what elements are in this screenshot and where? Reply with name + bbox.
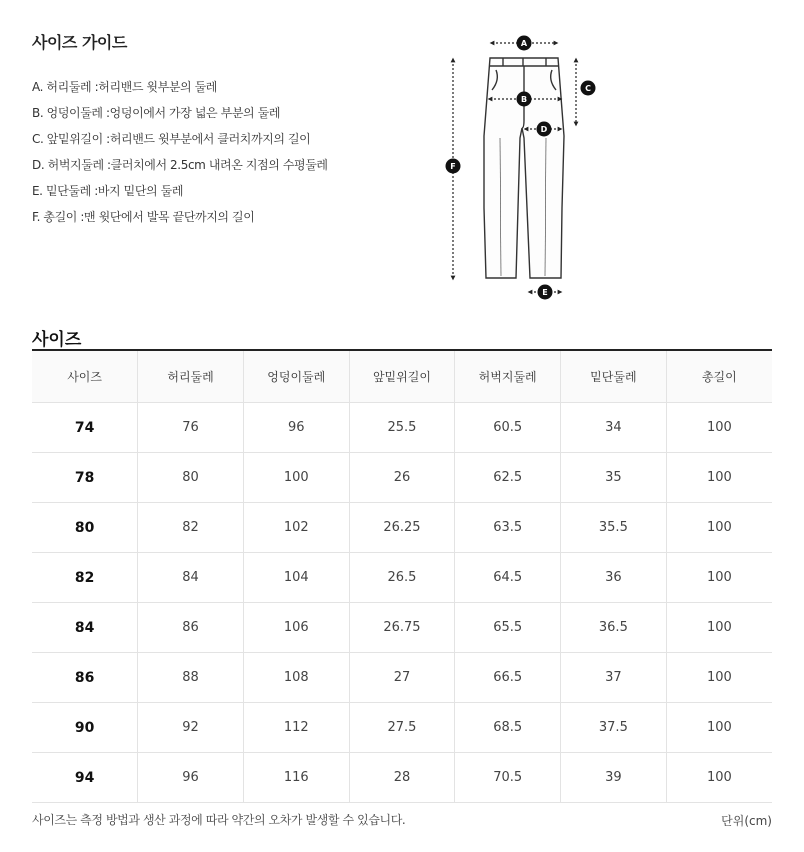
badge-f xyxy=(446,159,461,174)
guide-item-hem: E. 밑단둘레 :바지 밑단의 둘레 xyxy=(32,184,184,198)
unit-label: 단위(cm) xyxy=(721,814,772,828)
total-length-cell: 100 xyxy=(666,653,772,703)
thigh-cell: 68.5 xyxy=(455,703,561,753)
table-row xyxy=(32,403,772,453)
header-waist: 허리둘레 xyxy=(138,350,244,403)
hem-cell: 34 xyxy=(561,403,667,453)
waist-cell: 92 xyxy=(138,703,244,753)
measurement-disclaimer: 사이즈는 측정 방법과 생산 과정에 따라 약간의 오차가 발생할 수 있습니다. xyxy=(32,813,406,827)
measurement-guide-list xyxy=(32,74,328,230)
guide-item-front-rise: C. 앞밑위길이 :허리밴드 윗부분에서 클러치까지의 길이 xyxy=(32,132,311,146)
hem-cell: 36.5 xyxy=(561,603,667,653)
front-rise-cell: 27.5 xyxy=(349,703,455,753)
hem-cell: 36 xyxy=(561,553,667,603)
size-cell: 80 xyxy=(32,503,138,553)
thigh-cell: 70.5 xyxy=(455,753,561,803)
hip-cell: 116 xyxy=(243,753,349,803)
badge-e xyxy=(538,285,553,300)
total-length-cell: 100 xyxy=(666,453,772,503)
table-header-row xyxy=(32,350,772,403)
pants-outline xyxy=(484,58,564,278)
hip-cell: 112 xyxy=(243,703,349,753)
total-length-cell: 100 xyxy=(666,603,772,653)
front-rise-cell: 26 xyxy=(349,453,455,503)
size-cell: 84 xyxy=(32,603,138,653)
thigh-cell: 66.5 xyxy=(455,653,561,703)
waist-cell: 82 xyxy=(138,503,244,553)
front-rise-cell: 26.25 xyxy=(349,503,455,553)
svg-text:F: F xyxy=(450,162,456,171)
badge-a xyxy=(517,36,532,51)
size-cell: 86 xyxy=(32,653,138,703)
guide-item-waist: A. 허리둘레 :허리밴드 윗부분의 둘레 xyxy=(32,80,218,94)
hip-cell: 102 xyxy=(243,503,349,553)
size-table xyxy=(32,349,772,803)
waist-cell: 80 xyxy=(138,453,244,503)
front-rise-cell: 28 xyxy=(349,753,455,803)
guide-item-hip: B. 엉덩이둘레 :엉덩이에서 가장 넓은 부분의 둘레 xyxy=(32,106,281,120)
header-hem: 밑단둘레 xyxy=(561,350,667,403)
thigh-cell: 60.5 xyxy=(455,403,561,453)
hem-cell: 39 xyxy=(561,753,667,803)
total-length-cell: 100 xyxy=(666,753,772,803)
table-row xyxy=(32,503,772,553)
front-rise-cell: 25.5 xyxy=(349,403,455,453)
hip-cell: 106 xyxy=(243,603,349,653)
svg-text:C: C xyxy=(585,84,591,93)
badge-c xyxy=(581,81,596,96)
svg-text:A: A xyxy=(520,39,528,48)
size-guide-title: 사이즈 가이드 xyxy=(32,33,127,52)
thigh-cell: 63.5 xyxy=(455,503,561,553)
hip-cell: 96 xyxy=(243,403,349,453)
waist-cell: 76 xyxy=(138,403,244,453)
thigh-cell: 62.5 xyxy=(455,453,561,503)
size-cell: 74 xyxy=(32,403,138,453)
table-row xyxy=(32,753,772,803)
header-hip: 엉덩이둘레 xyxy=(243,350,349,403)
hem-cell: 35 xyxy=(561,453,667,503)
header-size: 사이즈 xyxy=(32,350,138,403)
hem-cell: 37 xyxy=(561,653,667,703)
waist-cell: 88 xyxy=(138,653,244,703)
total-length-cell: 100 xyxy=(666,503,772,553)
hem-cell: 37.5 xyxy=(561,703,667,753)
guide-item-thigh: D. 허벅지둘레 :클러치에서 2.5cm 내려온 지점의 수평둘레 xyxy=(32,158,328,172)
header-front-rise: 앞밑위길이 xyxy=(349,350,455,403)
svg-text:E: E xyxy=(542,288,548,297)
svg-text:B: B xyxy=(520,95,528,104)
front-rise-cell: 26.5 xyxy=(349,553,455,603)
table-row xyxy=(32,553,772,603)
thigh-cell: 65.5 xyxy=(455,603,561,653)
pants-measurement-diagram xyxy=(438,28,608,308)
front-rise-cell: 26.75 xyxy=(349,603,455,653)
badge-d xyxy=(537,122,552,137)
header-total-length: 총길이 xyxy=(666,350,772,403)
hip-cell: 108 xyxy=(243,653,349,703)
front-rise-cell: 27 xyxy=(349,653,455,703)
size-table-title: 사이즈 xyxy=(32,330,82,350)
waist-cell: 84 xyxy=(138,553,244,603)
table-row xyxy=(32,653,772,703)
waist-cell: 96 xyxy=(138,753,244,803)
header-thigh: 허벅지둘레 xyxy=(455,350,561,403)
badge-b xyxy=(517,92,532,107)
total-length-cell: 100 xyxy=(666,703,772,753)
total-length-cell: 100 xyxy=(666,403,772,453)
table-row xyxy=(32,453,772,503)
table-row xyxy=(32,603,772,653)
size-cell: 78 xyxy=(32,453,138,503)
svg-text:D: D xyxy=(540,125,548,134)
table-row xyxy=(32,703,772,753)
thigh-cell: 64.5 xyxy=(455,553,561,603)
hem-cell: 35.5 xyxy=(561,503,667,553)
total-length-cell: 100 xyxy=(666,553,772,603)
waist-cell: 86 xyxy=(138,603,244,653)
size-cell: 82 xyxy=(32,553,138,603)
size-cell: 90 xyxy=(32,703,138,753)
guide-item-total-length: F. 총길이 :맨 윗단에서 발목 끝단까지의 길이 xyxy=(32,210,255,224)
hip-cell: 100 xyxy=(243,453,349,503)
size-cell: 94 xyxy=(32,753,138,803)
hip-cell: 104 xyxy=(243,553,349,603)
